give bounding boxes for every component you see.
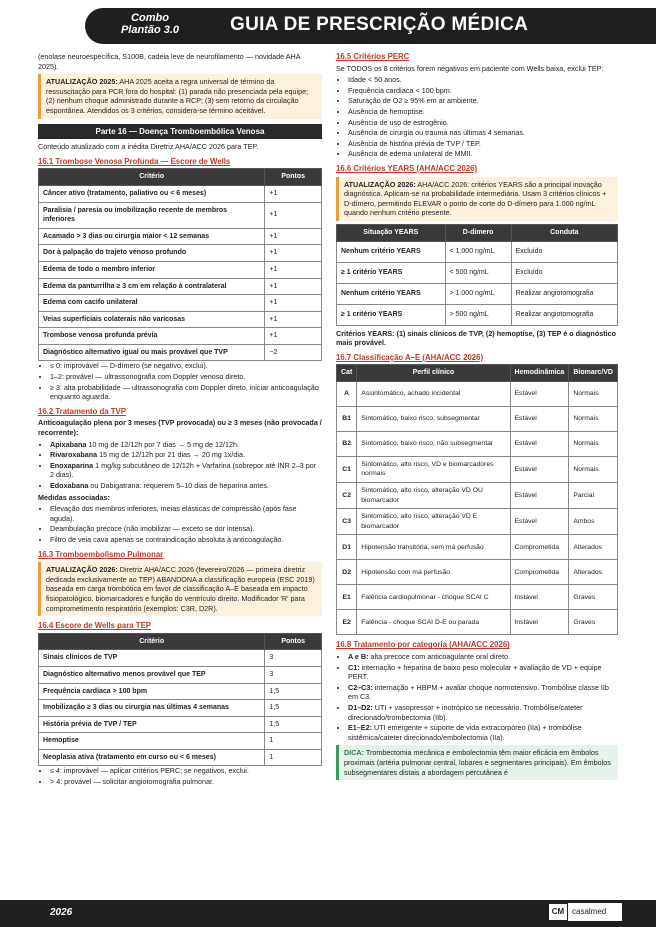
years-cell: Excluído <box>511 241 617 262</box>
years-cell: ≥ 1 critério YEARS <box>337 304 446 325</box>
anticoag-item-term: Rivaroxabana <box>50 450 98 460</box>
anticoag-item <box>50 461 322 480</box>
years-cell: ≥ 1 critério YEARS <box>337 262 446 283</box>
wells-tep-cell: Hemoptise <box>39 733 265 750</box>
anticoag-item-text: ou Dabigatrana: requerem 5–10 dias de heparina antes. <box>88 481 269 490</box>
wells-tvp-cell: Diagnóstico alternativo igual ou mais provável que TVP <box>39 344 265 361</box>
years-cell: Excluído <box>511 262 617 283</box>
perc-item: • Idade < 50 anos. <box>348 75 618 85</box>
interp-item: • 1–2: provável — ultrassonografia com Doppler venoso direto. <box>50 372 322 382</box>
wells-tvp-cell: Acamado > 3 dias ou cirurgia maior < 12 semanas <box>39 228 265 245</box>
years-row <box>337 283 618 304</box>
ae-cell: D2 <box>337 560 357 585</box>
wells-tep-cell: História prévia de TVP / TEP <box>39 716 265 733</box>
years-update-box <box>336 177 618 221</box>
wells-tvp-cell: +1 <box>265 328 322 345</box>
update-text: AHA/ACC 2026: critérios YEARS são a principal inovação diagnóstica. Aplicam-se na probabilidade intermediária. Usam 3 critérios clínicos + D-dímero, permitindo ELEVAR o ponto de corte do D-dímero para 1.000 ng/mL quando nenhum critério presente. <box>344 179 607 218</box>
update-text: Diretriz AHA/ACC 2026 (fevereiro/2026 — primeira diretriz dedicada exclusivamente ao TEP) ABANDONA a classificação europeia (ESC 2019) baseada em carga trombótica em favor de classificação A–E baseada em impacto fisiopatológico, biomarcadores e função do ventrículo direito. Modificador 'R' para comprometimento respiratório (exemplos: C3R, D2R). <box>46 565 315 613</box>
wells-tep-cell: 1,5 <box>265 700 322 717</box>
ae-cell: Normais <box>569 381 618 406</box>
wells-tep-header-cell: Pontos <box>265 633 322 650</box>
wells-tvp-row <box>39 311 322 328</box>
wells-tep-cell: Imobilização ≥ 3 dias ou cirurgia nas últimas 4 semanas <box>39 700 265 717</box>
ae-row <box>337 456 618 482</box>
years-row <box>337 304 618 325</box>
wells-tep-cell: Diagnóstico alternativo menos provável que TEP <box>39 666 265 683</box>
years-cell: Nenhum critério YEARS <box>337 283 446 304</box>
ae-cell: Sintomático, alto risco, alteração VD OU biomarcador <box>357 483 510 509</box>
medidas-item: • Filtro de veia cava apenas se contraindicação absoluta à anticoagulação. <box>50 535 322 545</box>
perc-item: • Saturação de O2 ≥ 95% em ar ambiente. <box>348 96 618 106</box>
wells-tvp-cell: Paralisia / paresia ou imobilização recente de membros inferiores <box>39 202 265 228</box>
anticoag-item <box>50 481 322 491</box>
treatment-item <box>348 663 618 682</box>
update-label: ATUALIZAÇÃO 2026: <box>344 179 416 189</box>
section-16-5-title: 16.5 Critérios PERC <box>336 52 410 61</box>
ae-cell: Assintomático, achado incidental <box>357 381 510 406</box>
wells-tvp-cell: +1 <box>265 202 322 228</box>
ae-header-cell: Perfil clínico <box>357 365 510 382</box>
wells-tep-interpretation <box>38 766 322 786</box>
wells-tvp-cell: Edema com cacifo unilateral <box>39 295 265 312</box>
ae-cell: Estável <box>510 431 569 456</box>
footer-cm-mark: CM <box>548 903 568 921</box>
perc-item: • Ausência de uso de estrogênio. <box>348 118 618 128</box>
ae-cell: D1 <box>337 535 357 560</box>
years-cell: < 1.000 ng/mL <box>445 241 511 262</box>
wells-tep-cell: 3 <box>265 650 322 667</box>
anticoag-list <box>38 440 322 491</box>
wells-tep-cell: 1,5 <box>265 716 322 733</box>
ae-cell: Normais <box>569 431 618 456</box>
wells-tep-row <box>39 666 322 683</box>
anticoag-item-term: Apixabana <box>50 439 87 449</box>
ae-cell: B2 <box>337 431 357 456</box>
wells-tep-row <box>39 683 322 700</box>
ae-cell: Sintomático, baixo risco, não subsegmentar <box>357 431 510 456</box>
anticoag-item <box>50 450 322 460</box>
treatment-list <box>336 652 618 742</box>
ae-row <box>337 535 618 560</box>
wells-tvp-row <box>39 185 322 202</box>
ae-cell: Parcial <box>569 483 618 509</box>
ae-row <box>337 610 618 635</box>
ae-row <box>337 585 618 610</box>
ae-cell: Hipotensão com má perfusão <box>357 560 510 585</box>
ae-cell: Falência cardiopulmonar - choque SCAI C <box>357 585 510 610</box>
wells-tvp-header-cell: Pontos <box>265 169 322 186</box>
ae-row <box>337 381 618 406</box>
ae-cell: Alterados <box>569 560 618 585</box>
wells-tep-table <box>38 633 322 767</box>
ae-cell: Falência - choque SCAI D-E ou parada <box>357 610 510 635</box>
section-16-6-title: 16.6 Critérios YEARS (AHA/ACC 2026) <box>336 163 478 173</box>
wells-tvp-cell: Edema da panturrilha ≥ 3 cm em relação à contralateral <box>39 278 265 295</box>
perc-intro: Se TODOS os 8 critérios forem negativos em paciente com Wells baixa, exclui TEP: <box>336 63 604 73</box>
wells-tvp-header-cell: Critério <box>39 169 265 186</box>
section-16-3-title: 16.3 Tromboembolismo Pulmonar <box>38 549 164 559</box>
ae-cell: Sintomático, alto risco, alteração VD E biomarcador <box>357 509 510 535</box>
perc-item: • Frequência cardíaca < 100 bpm. <box>348 86 618 96</box>
update-2025-box <box>38 74 322 118</box>
ae-row <box>337 483 618 509</box>
update-2026-box <box>38 562 322 616</box>
wells-tvp-cell: +1 <box>265 311 322 328</box>
years-header-cell: Situação YEARS <box>337 224 446 241</box>
ae-cell: Hipotensão transitória, sem má perfusão <box>357 535 510 560</box>
anticoag-title: Anticoagulação plena por 3 meses (TVP provocada) ou ≥ 3 meses (não provocada / recorrente): <box>38 418 322 438</box>
wells-tvp-cell: Trombose venosa profunda prévia <box>39 328 265 345</box>
ae-row <box>337 560 618 585</box>
years-table <box>336 224 618 326</box>
ae-cell: E1 <box>337 585 357 610</box>
ae-cell: Sintomático, baixo risco, subsegmentar <box>357 406 510 431</box>
wells-tep-cell: Frequência cardíaca > 100 bpm <box>39 683 265 700</box>
years-cell: Realizar angiotomografia <box>511 304 617 325</box>
wells-tvp-interpretation <box>38 361 322 401</box>
wells-tvp-row <box>39 295 322 312</box>
ae-row <box>337 406 618 431</box>
ae-cell: Normais <box>569 456 618 482</box>
page-header <box>0 0 656 50</box>
years-row <box>337 241 618 262</box>
treatment-item-term: C2–C3: <box>348 682 373 692</box>
wells-tep-row <box>39 749 322 766</box>
wells-tep-cell: 1,5 <box>265 683 322 700</box>
wells-tep-cell: 1 <box>265 733 322 750</box>
perc-item: • Ausência de edema unilateral de MMII. <box>348 149 618 159</box>
wells-tvp-cell: +1 <box>265 261 322 278</box>
years-cell: < 500 ng/mL <box>445 262 511 283</box>
ae-cell: Normais <box>569 406 618 431</box>
treatment-item <box>348 703 618 722</box>
anticoag-item <box>50 440 322 450</box>
ae-cell: Alterados <box>569 535 618 560</box>
wells-tep-cell: 1 <box>265 749 322 766</box>
ae-cell: E2 <box>337 610 357 635</box>
footer-year: 2026 <box>50 907 73 918</box>
wells-tep-header-cell: Critério <box>39 633 265 650</box>
ae-header-cell: Cat <box>337 365 357 382</box>
ae-cell: Ambos <box>569 509 618 535</box>
medidas-item: • Deambulação precoce (não imobilizar — exceto se dor intensa). <box>50 524 322 534</box>
footer-logo <box>548 903 622 921</box>
wells-tep-row <box>39 733 322 750</box>
years-row <box>337 262 618 283</box>
years-header-cell: Conduta <box>511 224 617 241</box>
classification-ae-table <box>336 364 618 635</box>
perc-item: • Ausência de hemoptise. <box>348 107 618 117</box>
part-16-title: Parte 16 — Doença Tromboembólica Venosa <box>38 124 322 140</box>
treatment-item-term: A e B: <box>348 652 369 662</box>
treatment-item-term: D1–D2: <box>348 703 373 712</box>
ae-cell: Estável <box>510 406 569 431</box>
wells-tvp-cell: −2 <box>265 344 322 361</box>
ae-header-cell: Biomarc/VD <box>569 365 618 382</box>
logo-line2: Plantão 3.0 <box>120 24 180 36</box>
ae-row <box>337 509 618 535</box>
treatment-item-text: UTI + vasopressor + inotrópico se necessário. Trombólise/cateter direcionado/trombectomia (IIb). <box>348 703 583 722</box>
interp-item: • ≤ 0: improvável — D-dímero (se negativo, exclui). <box>50 361 322 371</box>
ae-cell: Estável <box>510 456 569 482</box>
wells-tep-cell: Neoplasia ativa (tratamento em curso ou < 6 meses) <box>39 749 265 766</box>
wells-tep-row <box>39 650 322 667</box>
treatment-item-text: alta precoce com anticoagulante oral direto. <box>368 652 510 662</box>
treatment-item-text: internação + HBPM + avaliar choque normotensivo. Trombólise classe IIb em C3. <box>348 682 609 702</box>
update-label: ATUALIZAÇÃO 2025: <box>46 77 118 87</box>
left-column <box>38 52 322 789</box>
years-cell: Nenhum critério YEARS <box>337 241 446 262</box>
ae-cell: Comprometida <box>510 560 569 585</box>
section-16-4-title: 16.4 Escore de Wells para TEP <box>38 621 151 631</box>
wells-tvp-row <box>39 228 322 245</box>
ae-cell: C2 <box>337 483 357 509</box>
ae-row <box>337 431 618 456</box>
years-cell: Realizar angiotomografia <box>511 283 617 304</box>
wells-tvp-row <box>39 278 322 295</box>
ae-cell: Estável <box>510 381 569 406</box>
ae-cell: Estável <box>510 483 569 509</box>
treatment-item-text: UTI emergente + suporte de vida extracorpóreo (IIa) + trombólise sistêmica/cateter direcionado/embolectomia (IIa). <box>348 723 582 742</box>
medidas-title: Medidas associadas: <box>38 492 110 502</box>
years-header-cell: D-dímero <box>445 224 511 241</box>
page-title: GUIA DE PRESCRIÇÃO MÉDICA <box>230 14 529 35</box>
anticoag-item-text: 10 mg de 12/12h por 7 dias → 5 mg de 12/12h. <box>86 439 239 449</box>
wells-tvp-row <box>39 344 322 361</box>
treatment-item <box>348 652 618 662</box>
wells-tvp-table <box>38 168 322 361</box>
ae-cell: Graves <box>569 610 618 635</box>
update-label: ATUALIZAÇÃO 2026: <box>46 565 118 575</box>
wells-tvp-cell: Veias superficiais colaterais não varicosas <box>39 311 265 328</box>
wells-tvp-cell: Câncer ativo (tratamento, paliativo ou < 6 meses) <box>39 185 265 202</box>
wells-tvp-cell: +1 <box>265 295 322 312</box>
perc-list <box>336 75 618 159</box>
wells-tvp-row <box>39 261 322 278</box>
anticoag-item-text: 15 mg de 12/12h por 21 dias → 20 mg 1x/dia. <box>97 450 245 460</box>
treatment-item <box>348 723 618 742</box>
ae-cell: A <box>337 381 357 406</box>
wells-tvp-cell: +1 <box>265 185 322 202</box>
wells-tvp-row <box>39 328 322 345</box>
ae-cell: Sintomático, alto risco, VD e biomarcadores normais <box>357 456 510 482</box>
dica-text: Trombectomia mecânica e embolectomia têm maior eficácia em êmbolos proximais (artéria pulmonar central, lobares e segmentares principais). Em êmbolos subsegmentares distais a abordagem percutânea é <box>344 748 611 777</box>
ae-cell: Comprometida <box>510 535 569 560</box>
dica-label: DICA: <box>344 748 364 758</box>
perc-item: • Ausência de história prévia de TVP / TEP. <box>348 139 618 149</box>
medidas-item: • Elevação dos membros inferiores, meias elásticas de compressão (após fase aguda). <box>50 504 322 523</box>
section-16-2-title: 16.2 Tratamento da TVP <box>38 406 126 416</box>
wells-tep-row <box>39 700 322 717</box>
ae-cell: C1 <box>337 456 357 482</box>
years-cell: > 1.000 ng/mL <box>445 283 511 304</box>
ae-cell: Estável <box>510 509 569 535</box>
wells-tvp-cell: Dor à palpação do trajeto venoso profundo <box>39 245 265 262</box>
interp-item: • ≥ 3: alta probabilidade — ultrassonografia com Doppler direto, iniciar anticoagulação enquanto aguarda. <box>50 383 322 402</box>
logo-line1: Combo <box>131 12 169 24</box>
interp-item: • > 4: provável — solicitar angiotomografia pulmonar. <box>50 777 322 787</box>
ae-cell: Instável <box>510 610 569 635</box>
header-logo <box>95 12 205 36</box>
wells-tep-row <box>39 716 322 733</box>
section-16-8-title: 16.8 Tratamento por categoria (AHA/ACC 2026) <box>336 640 510 650</box>
part-16-subtitle: Conteúdo atualizado com a inédita Diretriz AHA/ACC 2026 para TEP. <box>38 142 259 152</box>
intro-text: (enolase neuroespecífica, S100B, cadeia leve de neurofilamento — novidade AHA 2025). <box>38 52 301 71</box>
ae-cell: C3 <box>337 509 357 535</box>
dica-box <box>336 745 618 780</box>
years-cell: > 500 ng/mL <box>445 304 511 325</box>
wells-tvp-row <box>39 245 322 262</box>
right-column <box>336 52 618 783</box>
treatment-item-text: internação + heparina de baixo peso molecular + avaliação de VD + equipe PERT. <box>348 662 602 682</box>
wells-tvp-cell: +1 <box>265 245 322 262</box>
wells-tvp-cell: Edema de todo o membro inferior <box>39 261 265 278</box>
wells-tep-cell: 3 <box>265 666 322 683</box>
perc-item: • Ausência de cirurgia ou trauma nas últimas 4 semanas. <box>348 128 618 138</box>
footer-brand-name: casalmed <box>572 907 607 916</box>
ae-header-cell: Hemodinâmica <box>510 365 569 382</box>
section-16-7-title: 16.7 Classificação A–E (AHA/ACC 2026) <box>336 352 484 362</box>
treatment-item <box>348 683 618 702</box>
medidas-list <box>38 504 322 544</box>
ae-cell: B1 <box>337 406 357 431</box>
wells-tvp-cell: +1 <box>265 278 322 295</box>
years-note: Critérios YEARS: (1) sinais clínicos de TVP, (2) hemoptise, (3) TEP é o diagnóstico mais provável. <box>336 328 616 348</box>
ae-cell: Instável <box>510 585 569 610</box>
anticoag-item-text: 1 mg/kg subcutâneo de 12/12h + Varfarina (sobrepor até INR 2–3 por 2 dias). <box>50 460 317 480</box>
treatment-item-term: C1: <box>348 662 360 672</box>
update-text: AHA 2025 aceita a regra universal de término da ressuscitação para PCR fora do hospital: (1) parada não presenciada pela equipe; (2) nenhum choque administrado durante a RCP; (3) sem retorno da circulação espontânea. Atendidos os 3 critérios, considera-se término aceitável. <box>46 77 309 115</box>
ae-cell: Graves <box>569 585 618 610</box>
wells-tep-cell: Sinais clínicos de TVP <box>39 650 265 667</box>
anticoag-item-term: Edoxabana <box>50 481 89 490</box>
wells-tvp-cell: +1 <box>265 228 322 245</box>
interp-item: • ≤ 4: improvável — aplicar critérios PERC; se negativos, exclui. <box>50 766 322 776</box>
treatment-item-term: E1–E2: <box>348 723 372 733</box>
wells-tvp-row <box>39 202 322 228</box>
anticoag-item-term: Enoxaparina <box>50 460 94 470</box>
section-16-1-title: 16.1 Trombose Venosa Profunda — Escore de Wells <box>38 156 231 166</box>
